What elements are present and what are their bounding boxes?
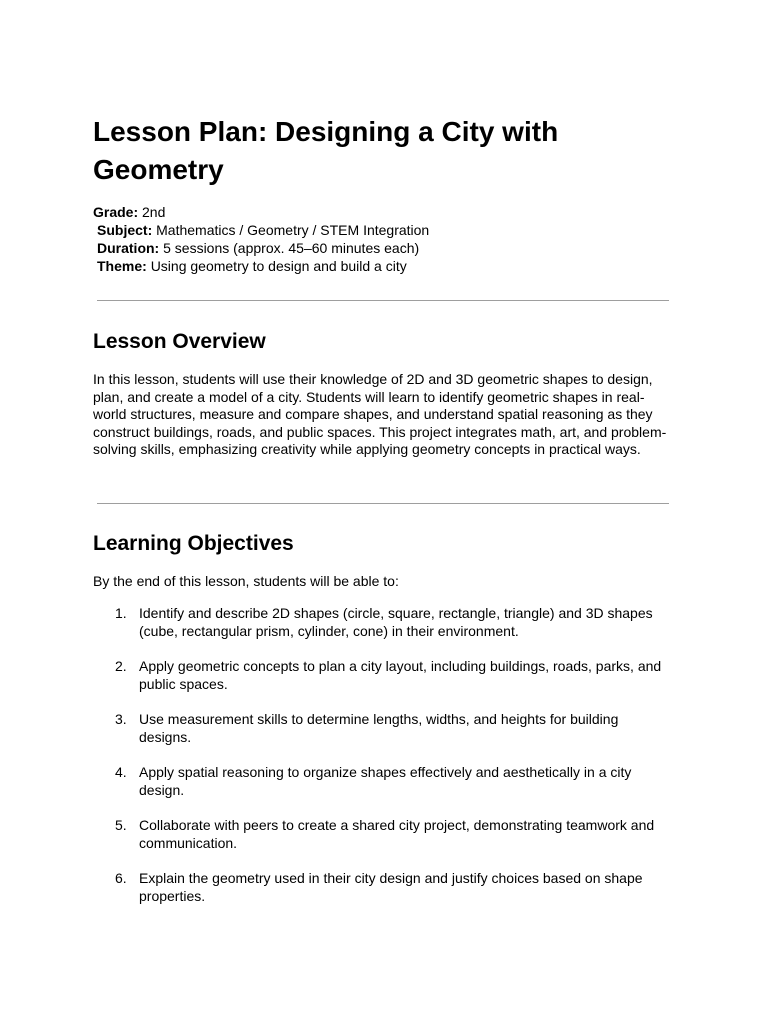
section-divider	[97, 300, 669, 301]
list-item-number: 3.	[115, 711, 127, 727]
list-item	[93, 604, 673, 640]
page-title: Lesson Plan: Designing a City with Geometry	[93, 116, 559, 185]
meta-grade	[93, 203, 653, 221]
meta-theme-label: Theme:	[97, 258, 147, 274]
list-item-number: 6.	[115, 870, 127, 886]
meta-subject-value: Mathematics / Geometry / STEM Integration	[156, 222, 430, 238]
list-item	[93, 710, 673, 746]
list-item-number: 2.	[115, 658, 127, 674]
overview-text: In this lesson, students will use their knowledge of 2D and 3D geometric shapes to design, plan, and create a model of a city. Students will learn to identify geometric shapes in real-world structures, measure and compare shapes, and understand spatial reasoning as they construct buildings, roads, and public spaces. This project integrates math, art, and problem-solving skills, emphasizing creativity while applying geometry concepts in practical ways.	[93, 371, 667, 458]
list-item-text: Explain the geometry used in their city design and justify choices based on shape properties.	[139, 870, 643, 904]
meta-grade-value: 2nd	[142, 204, 166, 220]
list-item	[93, 657, 673, 693]
list-item-text: Apply geometric concepts to plan a city layout, including buildings, roads, parks, and public spaces.	[139, 658, 662, 692]
list-item-number: 4.	[115, 764, 127, 780]
meta-duration-label: Duration:	[97, 240, 160, 256]
meta-duration-value: 5 sessions (approx. 45–60 minutes each)	[163, 240, 420, 256]
list-item-text: Apply spatial reasoning to organize shapes effectively and aesthetically in a city design.	[139, 764, 632, 798]
meta-subject	[93, 221, 653, 239]
meta-theme-value: Using geometry to design and build a city	[150, 258, 407, 274]
objectives-heading: Learning Objectives	[93, 532, 294, 555]
objectives-list	[93, 604, 673, 922]
section-divider	[97, 503, 669, 504]
meta-theme	[93, 257, 653, 275]
list-item-number: 5.	[115, 817, 127, 833]
list-item	[93, 763, 673, 799]
meta-subject-label: Subject:	[97, 222, 153, 238]
list-item-text: Use measurement skills to determine lengths, widths, and heights for building designs.	[139, 711, 619, 745]
meta-duration	[93, 239, 653, 257]
list-item-text: Identify and describe 2D shapes (circle, square, rectangle, triangle) and 3D shapes (cube, rectangular prism, cylinder, cone) in their environment.	[139, 605, 653, 639]
lesson-meta	[93, 203, 653, 275]
objectives-intro: By the end of this lesson, students will be able to:	[93, 573, 399, 589]
meta-grade-label: Grade:	[93, 204, 139, 220]
list-item	[93, 816, 673, 852]
list-item-number: 1.	[115, 605, 127, 621]
list-item	[93, 869, 673, 905]
list-item-text: Collaborate with peers to create a shared city project, demonstrating teamwork and communication.	[139, 817, 655, 851]
overview-heading: Lesson Overview	[93, 330, 266, 353]
